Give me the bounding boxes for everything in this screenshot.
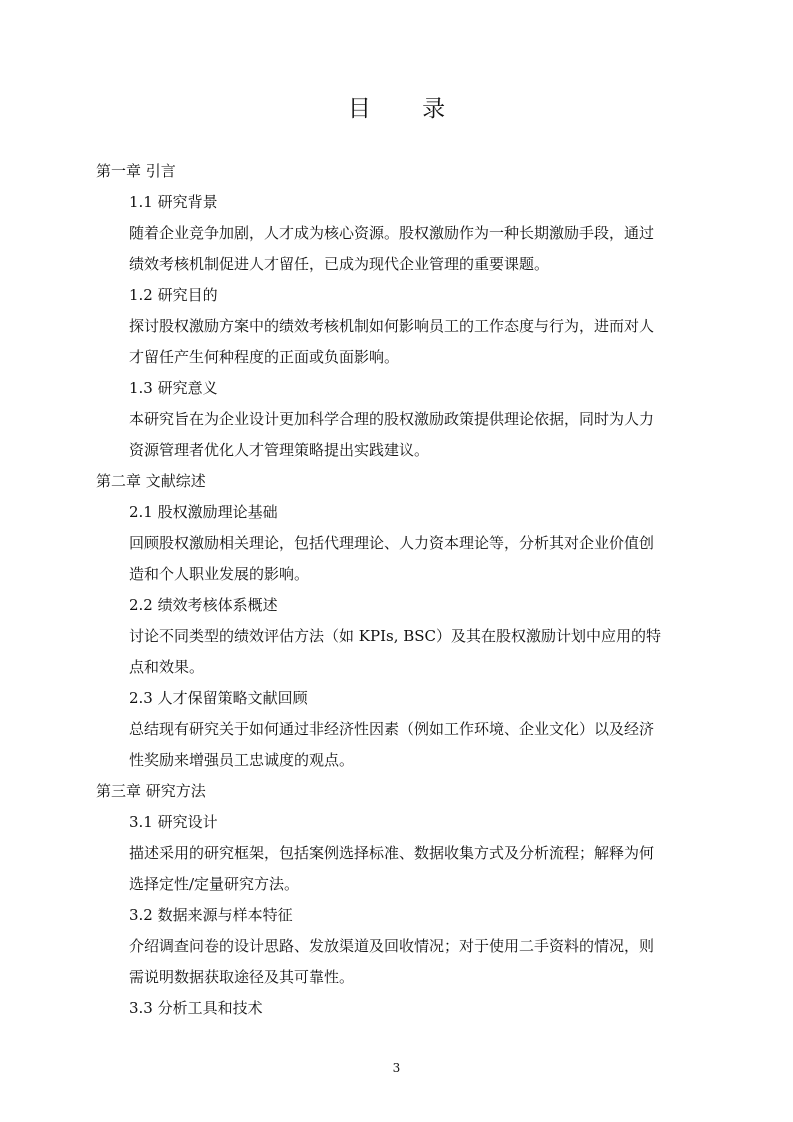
description-line: 描述采用的研究框架，包括案例选择标准、数据收集方式及分析流程；解释为何 [129, 844, 655, 862]
page-number: 3 [392, 1061, 401, 1075]
description-line: 探讨股权激励方案中的绩效考核机制如何影响员工的工作态度与行为，进而对人 [129, 317, 655, 335]
section-description [96, 404, 696, 466]
description-line: 随着企业竞争加剧，人才成为核心资源。股权激励作为一种长期激励手段，通过 [129, 224, 655, 242]
section-heading: 3.1 研究设计 [129, 813, 218, 831]
description-line: 点和效果。 [129, 658, 205, 676]
section-heading: 1.3 研究意义 [129, 379, 218, 397]
section-description [96, 218, 696, 280]
section-description [96, 621, 696, 683]
description-line: 造和个人职业发展的影响。 [129, 565, 310, 583]
section-description [96, 714, 696, 776]
section-description [96, 311, 696, 373]
section-heading: 3.3 分析工具和技术 [129, 999, 263, 1017]
description-line: 才留任产生何种程度的正面或负面影响。 [129, 348, 400, 366]
table-of-contents [96, 156, 696, 1024]
description-line: 选择定性/定量研究方法。 [129, 875, 300, 893]
description-line: 本研究旨在为企业设计更加科学合理的股权激励政策提供理论依据，同时为人力 [129, 410, 655, 428]
chapter-heading: 第一章 引言 [96, 162, 176, 180]
description-line: 性奖励来增强员工忠诚度的观点。 [129, 751, 355, 769]
section-heading: 1.2 研究目的 [129, 286, 218, 304]
section-heading: 2.3 人才保留策略文献回顾 [129, 689, 308, 707]
section-heading: 2.2 绩效考核体系概述 [129, 596, 278, 614]
section-description [96, 528, 696, 590]
description-line: 回顾股权激励相关理论，包括代理理论、人力资本理论等，分析其对企业价值创 [129, 534, 655, 552]
description-line: 总结现有研究关于如何通过非经济性因素（例如工作环境、企业文化）以及经济 [129, 720, 655, 738]
description-line: 需说明数据获取途径及其可靠性。 [129, 968, 355, 986]
page-title: 目 录 [347, 96, 468, 122]
section-heading: 1.1 研究背景 [129, 193, 218, 211]
section-heading: 3.2 数据来源与样本特征 [129, 906, 293, 924]
description-line: 资源管理者优化人才管理策略提出实践建议。 [129, 441, 430, 459]
description-line: 介绍调查问卷的设计思路、发放渠道及回收情况；对于使用二手资料的情况，则 [129, 937, 655, 955]
description-line: 讨论不同类型的绩效评估方法（如 KPIs, BSC）及其在股权激励计划中应用的特 [129, 627, 662, 645]
section-heading: 2.1 股权激励理论基础 [129, 503, 278, 521]
section-description [96, 931, 696, 993]
chapter-heading: 第三章 研究方法 [96, 782, 206, 800]
chapter-heading: 第二章 文献综述 [96, 472, 206, 490]
section-description [96, 838, 696, 900]
description-line: 绩效考核机制促进人才留任，已成为现代企业管理的重要课题。 [129, 255, 550, 273]
